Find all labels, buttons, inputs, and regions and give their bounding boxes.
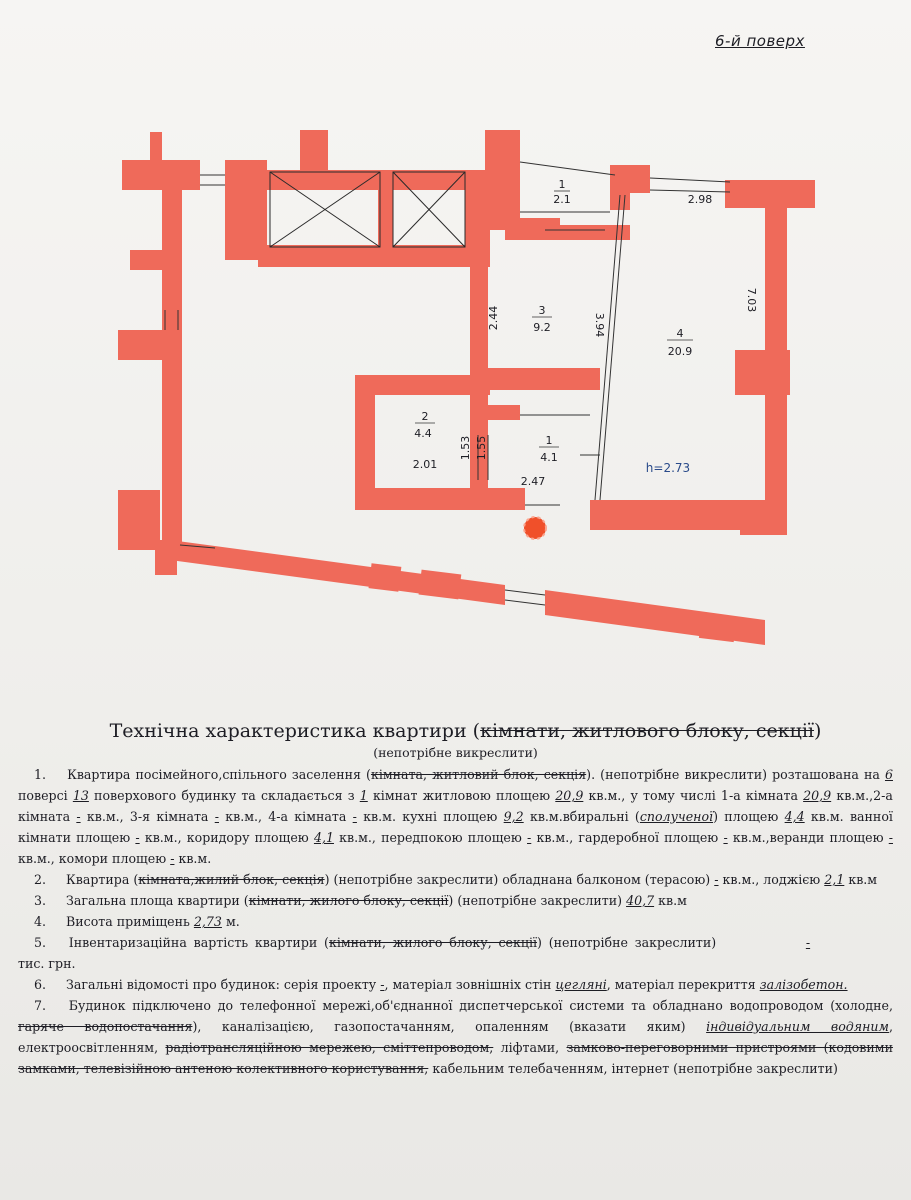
item-7 — [18, 995, 893, 1079]
room-label-area: 9.2 — [533, 321, 551, 334]
item-number: 6. — [33, 977, 47, 992]
item-text: кв.м. ванної кімнати площею — [18, 809, 893, 845]
doc-subtitle: (непотрібне викреслити) — [373, 745, 538, 760]
field-height: 2,73 — [193, 914, 222, 929]
field-wc: 4,4 — [784, 809, 805, 824]
doc-title-strike: кімнати, житлового блоку, секції — [480, 720, 815, 742]
dimension-label: 3.94 — [593, 312, 606, 338]
item-text: кв.м., коридору площею — [144, 830, 309, 845]
field-room2: - — [76, 809, 81, 824]
item-text: кв.м., гардеробної площею — [536, 830, 719, 845]
field-living-area: 20,9 — [555, 788, 584, 803]
field-balcony: - — [714, 872, 719, 887]
field-total-area: 40,7 — [626, 893, 655, 908]
item-number: 5. — [33, 935, 47, 950]
item-text: кв.м., у тому числі 1-а кімната — [588, 788, 798, 803]
item-strike: кімнати, жилого блоку, секції — [248, 893, 449, 908]
field-wardrobe: - — [723, 830, 728, 845]
item-text: кабельним телебаченням, інтернет (непотрібне закреслити) — [432, 1061, 838, 1076]
field-hall: - — [527, 830, 532, 845]
room-label-number: 1 — [558, 178, 566, 191]
item-text: ) (непотрібне закреслити) обладнана балконом (терасою) — [324, 872, 711, 887]
field-inventory-value: - — [805, 935, 811, 950]
item-number: 7. — [33, 998, 47, 1013]
room-label-number: 1 — [545, 434, 553, 447]
item-number: 2. — [33, 872, 47, 887]
room-label-number: 3 — [538, 304, 546, 317]
item-text: ліфтами, — [500, 1040, 560, 1055]
item-number: 3. — [33, 893, 47, 908]
field-wc-type: сполученої — [639, 809, 714, 824]
item-strike: кімнати, жилого блоку, секції — [328, 935, 538, 950]
item-text: кв.м. кухні площею — [363, 809, 498, 824]
item-6 — [18, 974, 893, 995]
field-bath: - — [135, 830, 140, 845]
item-text: поверхового будинку та складається з — [94, 788, 355, 803]
item-text: кв.м.,2-а кімната — [18, 788, 893, 824]
field-room4: - — [352, 809, 357, 824]
item-text: Квартира ( — [66, 872, 139, 887]
room-label-area: 4.1 — [540, 451, 558, 464]
room-label-number: 4 — [676, 327, 684, 340]
item-1 — [18, 764, 893, 869]
item-text: , електроосвітленням, — [18, 1019, 893, 1055]
item-2 — [18, 869, 893, 890]
field-rooms: 1 — [359, 788, 368, 803]
dimension-label: 7.03 — [745, 287, 758, 313]
item-text: Інвентаризаційна вартість квартири ( — [68, 935, 329, 950]
item-strike: гаряче водопостачання — [18, 1019, 193, 1034]
item-text: кв.м.,веранди площею — [732, 830, 884, 845]
item-number: 4. — [33, 914, 47, 929]
floor-label: 6-й поверх — [715, 32, 805, 50]
field-veranda: - — [888, 830, 893, 845]
field-series: - — [380, 977, 385, 992]
field-storage: - — [170, 851, 175, 866]
walls — [118, 130, 815, 645]
field-loggia: 2,1 — [824, 872, 845, 887]
field-kitchen: 9,2 — [503, 809, 524, 824]
item-text: ) (непотрібне закреслити) — [537, 935, 717, 950]
item-text: , матеріал перекриття — [606, 977, 756, 992]
field-heating: індивідуальним водяним — [706, 1019, 889, 1034]
dimension-label: 1.53 — [459, 435, 472, 461]
dimension-label: 2.01 — [412, 458, 438, 471]
ceiling-height-label: h=2.73 — [645, 461, 691, 475]
item-text: Загальні відомості про будинок: серія проекту — [66, 977, 377, 992]
item-text: ), каналізацією, газопостачанням, опаленням (вказати яким) — [192, 1019, 686, 1034]
doc-title-end: ) — [814, 720, 822, 742]
room-label-number: 2 — [421, 410, 429, 423]
item-number: 1. — [33, 767, 47, 782]
item-text: , матеріал зовнішніх стін — [384, 977, 552, 992]
item-strike: радіотрансляційною мережею, сміттепроводом, — [165, 1040, 494, 1055]
item-text: Висота приміщень — [66, 914, 190, 929]
field-room1: 20,9 — [803, 788, 832, 803]
item-text: ). (непотрібне викреслити) розташована на — [586, 767, 880, 782]
item-text: кв.м., лоджією — [722, 872, 821, 887]
item-text: кв.м — [848, 872, 878, 887]
item-strike: кімната, житловий блок, секція — [370, 767, 587, 782]
item-3 — [18, 890, 893, 911]
room-label-area: 4.4 — [414, 427, 432, 440]
dimension-label: 2.44 — [487, 305, 500, 331]
dimension-label: 1.55 — [475, 435, 488, 461]
item-text: Квартира посімейного,спільного заселення ( — [67, 767, 371, 782]
item-text: ) (непотрібне закреслити) — [448, 893, 623, 908]
item-strike: кімната,жилий блок, секція — [138, 872, 325, 887]
item-text: кв.м., 3-я кімната — [86, 809, 209, 824]
item-text: кімнат житловою площею — [372, 788, 551, 803]
field-ceiling: залізобетон. — [759, 977, 848, 992]
item-text: поверсі — [18, 788, 68, 803]
item-text: ) площею — [713, 809, 779, 824]
dimension-label: 2.47 — [520, 475, 546, 488]
item-text: кв.м.вбиральні ( — [529, 809, 640, 824]
item-text: кв.м., передпокою площею — [339, 830, 522, 845]
item-text: кв.м., комори площею — [18, 851, 167, 866]
item-text: Загальна площа квартири ( — [66, 893, 249, 908]
room-label-area: 20.9 — [667, 345, 693, 358]
field-walls: цегляні — [555, 977, 607, 992]
item-text: тис. грн. — [18, 956, 76, 971]
field-floor: 6 — [884, 767, 893, 782]
doc-title — [38, 718, 893, 744]
item-strike: замково-переговорними пристроями (кодовими замками, телевізійною антеною колективного користування, — [18, 1040, 893, 1076]
item-text: кв.м — [658, 893, 687, 908]
doc-title-text: Технічна характеристика квартири ( — [109, 720, 481, 742]
item-text: кв.м., 4-а кімната — [225, 809, 347, 824]
field-room3: - — [214, 809, 219, 824]
technical-description — [18, 718, 893, 1079]
item-text: Будинок підключено до телефонної мережі,об'єднанної диспетчерської системи та обладнано водопроводом (холодне, — [68, 998, 893, 1013]
field-floors: 13 — [72, 788, 89, 803]
item-text: кв.м. — [178, 851, 212, 866]
item-5 — [18, 932, 893, 974]
field-corridor: 4,1 — [313, 830, 334, 845]
dimension-label: 2.98 — [687, 193, 713, 206]
entrance-marker-icon — [524, 517, 546, 539]
item-4 — [18, 911, 893, 932]
item-text: м. — [225, 914, 240, 929]
room-label-area: 2.1 — [553, 193, 571, 206]
